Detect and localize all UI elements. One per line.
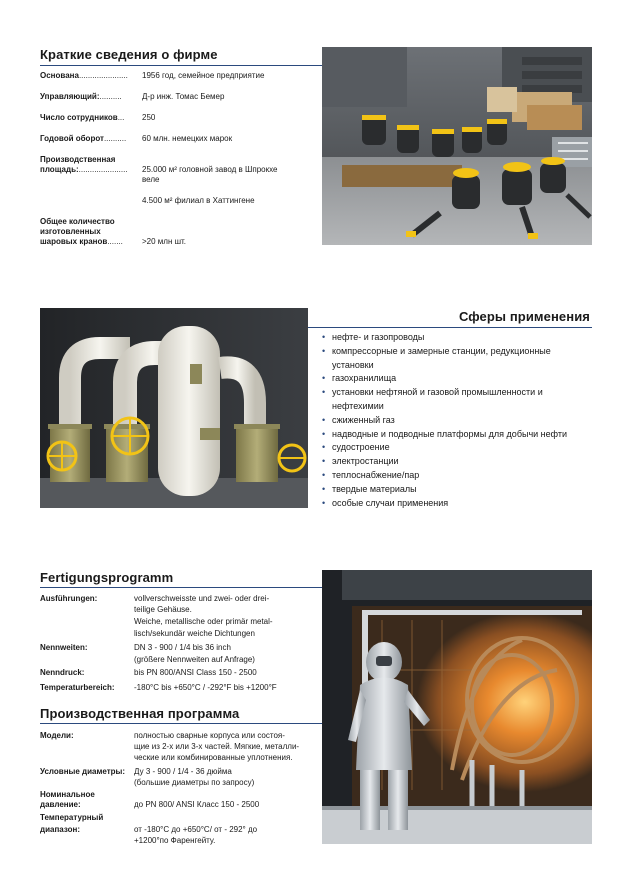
- bullet-6: •: [322, 414, 326, 425]
- program-temp-label1: Температурный: [40, 813, 104, 822]
- turnover-dots: ..........: [103, 134, 127, 143]
- program-temp-label2: диапазон:: [40, 825, 80, 834]
- bullet-4: •: [322, 387, 326, 398]
- sphere-item-1: [322, 345, 594, 359]
- sphere-item-3: [322, 372, 594, 386]
- bullet-1: •: [322, 345, 326, 356]
- fertigung-ausfuehrungen-line1: teilige Gehäuse.: [134, 605, 192, 614]
- company-row-employees-label: [40, 113, 124, 123]
- sphere-text-11: твердые материалы: [332, 483, 417, 494]
- sphere-text-0: нефте- и газопроводы: [332, 332, 425, 342]
- company-row-count-value: >20 млн шт.: [142, 237, 187, 246]
- company-row-employees-value: 250: [142, 113, 156, 122]
- spheres-list: [322, 331, 594, 510]
- pipe-assembly-illustration: [40, 308, 308, 508]
- founded-dots: ......................: [78, 71, 128, 80]
- employees-dots: ...: [117, 113, 125, 122]
- bullet-12: •: [322, 497, 326, 508]
- sphere-item-8: [322, 441, 594, 455]
- fertigung-nennweiten-line0: DN 3 - 900 / 1/4 bis 36 inch: [134, 643, 231, 652]
- company-row-area-value1: 25.000 м² головной завод в Шпрокхе: [142, 165, 278, 174]
- sphere-text-5: нефтехимии: [332, 400, 384, 411]
- sphere-text-10: теплоснабжение/пар: [332, 469, 420, 480]
- area-label-text: площадь:: [40, 165, 79, 174]
- program-pressure-line0: до PN 800/ ANSI Класс 150 - 2500: [134, 800, 260, 809]
- sphere-text-1: компрессорные и замерные станции, редукционные: [332, 345, 551, 356]
- program-models-line0: полностью сварные корпуса или состоя-: [134, 731, 285, 740]
- bullet-9: •: [322, 456, 326, 467]
- sphere-text-3: газохранилища: [332, 373, 397, 384]
- fire-test-illustration: [322, 570, 592, 844]
- program-diameters-line0: Ду 3 - 900 / 1/4 - 36 дюйма: [134, 767, 232, 776]
- bullet-7: •: [322, 428, 326, 439]
- sphere-item-10: [322, 469, 594, 483]
- sphere-item-5: [322, 400, 594, 414]
- company-row-area-value2: веле: [142, 175, 160, 184]
- program-temp-line1: +1200°по Фаренгейту.: [134, 836, 216, 845]
- sphere-item-6: [322, 414, 594, 428]
- count-label-text: шаровых кранов: [40, 237, 108, 246]
- company-heading-rule: [40, 65, 322, 66]
- bullet-11: •: [322, 483, 326, 494]
- company-heading: Краткие сведения о фирме: [40, 47, 218, 62]
- sphere-text-7: надводные и подводные платформы для добычи нефти: [332, 428, 567, 439]
- sphere-item-11: [322, 483, 594, 497]
- company-row-area-label1: Производственная: [40, 155, 116, 164]
- sphere-item-0: [322, 331, 594, 345]
- fertigung-temperatur-label: Temperaturbereich:: [40, 683, 115, 692]
- fertigung-ausfuehrungen-label: Ausführungen:: [40, 594, 98, 603]
- founded-label-text: Основана: [40, 71, 79, 80]
- sphere-text-12: особые случаи применения: [332, 497, 449, 508]
- sphere-item-7: [322, 428, 594, 442]
- program-models-line2: ческие или комбинированные уплотнения.: [134, 753, 293, 762]
- fertigung-nennweiten-label: Nennweiten:: [40, 643, 88, 652]
- sphere-text-2: установки: [332, 359, 374, 370]
- company-row-turnover-value: 60 млн. немецких марок: [142, 134, 233, 143]
- fertigung-ausfuehrungen-line3: lisch/sekundär weiche Dichtungen: [134, 629, 255, 638]
- factory-photo: [322, 47, 592, 245]
- program-pressure-label1: Номинальное: [40, 790, 95, 799]
- sphere-item-9: [322, 455, 594, 469]
- bullet-0: •: [322, 332, 326, 342]
- company-row-area-label2: [40, 165, 128, 175]
- company-row-count-label2: изготовленных: [40, 227, 101, 236]
- company-row-founded-label: [40, 71, 128, 81]
- fertigung-temperatur-line0: -180°C bis +650°C / -292°F bis +1200°F: [134, 683, 277, 692]
- manager-dots: ..........: [99, 92, 122, 101]
- sphere-text-9: электростанции: [332, 456, 399, 467]
- spheres-heading-rule: [308, 327, 592, 328]
- manager-label-text: Управляющий:: [40, 92, 100, 101]
- pipe-assembly-photo: [40, 308, 308, 508]
- fire-test-photo: [322, 570, 592, 844]
- company-row-manager-value: Д-р инж. Томас Бемер: [142, 92, 225, 101]
- program-temp-line0: от -180°С до +650°С/ от - 292° до: [134, 825, 258, 834]
- bullet-3: •: [322, 373, 326, 384]
- bullet-8: •: [322, 442, 326, 453]
- fertigung-heading: Fertigungsprogramm: [40, 570, 174, 585]
- program-models-label: Модели:: [40, 731, 74, 740]
- program-heading: Производственная программа: [40, 706, 240, 721]
- turnover-label-text: Годовой оборот: [40, 134, 104, 143]
- count-dots: .......: [107, 237, 123, 246]
- fertigung-nennweiten-line1: (größere Nennweiten auf Anfrage): [134, 655, 255, 664]
- fertigung-heading-rule: [40, 587, 322, 588]
- program-diameters-label: Условные диаметры:: [40, 767, 126, 776]
- company-row-manager-label: [40, 92, 122, 102]
- sphere-text-6: сжиженный газ: [332, 414, 395, 425]
- program-diameters-line1: (большие диаметры по запросу): [134, 778, 255, 787]
- company-row-area-value3: 4.500 м² филиал в Хаттингене: [142, 196, 255, 205]
- fertigung-ausfuehrungen-line2: Weiche, metallische oder primär metal-: [134, 617, 273, 626]
- company-row-turnover-label: [40, 134, 126, 144]
- area-dots: ......................: [78, 165, 128, 174]
- factory-photo-illustration: [322, 47, 592, 245]
- company-row-count-label3: [40, 237, 123, 247]
- sphere-item-2: [322, 359, 594, 373]
- company-row-founded-value: 1956 год, семейное предприятие: [142, 71, 265, 80]
- sphere-text-4: установки нефтяной и газовой промышленности и: [332, 387, 543, 398]
- fertigung-nenndruck-line0: bis PN 800/ANSI Class 150 - 2500: [134, 668, 257, 677]
- program-heading-rule: [40, 723, 322, 724]
- program-pressure-label2: давление:: [40, 800, 81, 809]
- sphere-text-8: судостроение: [332, 442, 390, 453]
- spheres-heading: Сферы применения: [458, 309, 590, 324]
- sphere-item-4: [322, 386, 594, 400]
- program-models-line1: щие из 2-х или 3-х частей. Мягкие, металли-: [134, 742, 300, 751]
- fertigung-nenndruck-label: Nenndruck:: [40, 668, 85, 677]
- sphere-item-12: [322, 497, 594, 511]
- employees-label-text: Число сотрудников: [40, 113, 118, 122]
- bullet-10: •: [322, 469, 326, 480]
- company-row-count-label1: Общее количество: [40, 217, 115, 226]
- fertigung-ausfuehrungen-line0: vollverschweisste und zwei- oder drei-: [134, 594, 270, 603]
